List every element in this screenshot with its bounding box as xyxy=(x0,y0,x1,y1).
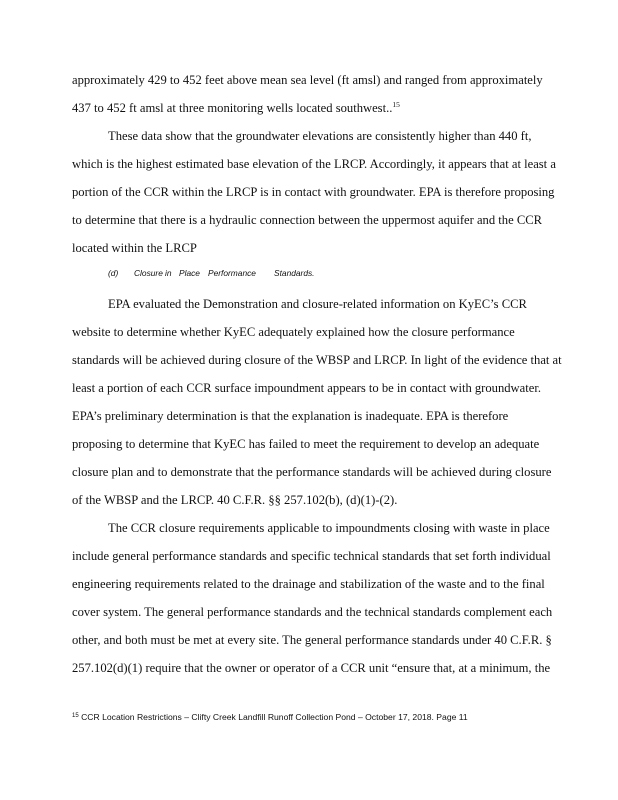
footnote-ref[interactable]: 15 xyxy=(392,100,400,109)
body-line: to determine that there is a hydraulic connection between the uppermost aquifer and the CCR xyxy=(72,213,543,227)
text-run: 437 to 452 ft amsl at three monitoring wells located southwest.. xyxy=(72,101,393,115)
paragraph-first-line: EPA evaluated the Demonstration and closure-related information on KyEC’s CCR xyxy=(108,297,527,311)
body-line: other, and both must be met at every site. The general performance standards under 40 C.F.R. § xyxy=(72,633,552,647)
subheading-word: Closure xyxy=(134,268,163,278)
body-line: which is the highest estimated base elevation of the LRCP. Accordingly, it appears that at least a xyxy=(72,157,556,171)
body-line: closure plan and to demonstrate that the performance standards will be achieved during closure xyxy=(72,465,552,479)
subheading-word: in xyxy=(165,268,172,278)
footnote-marker: 15 xyxy=(72,713,79,719)
body-line xyxy=(72,72,543,88)
body-line: proposing to determine that KyEC has failed to meet the requirement to develop an adequate xyxy=(72,437,540,451)
paragraph-first-line: The CCR closure requirements applicable to impoundments closing with waste in place xyxy=(108,521,550,535)
paragraph-first-line: These data show that the groundwater elevations are consistently higher than 440 ft, xyxy=(108,129,532,143)
text-run: approximately 429 to 452 feet above mean sea level (ft amsl) and ranged from approximately xyxy=(72,73,543,87)
body-line: website to determine whether KyEC adequately explained how the closure performance xyxy=(72,325,515,339)
body-line xyxy=(72,100,400,116)
body-line: portion of the CCR within the LRCP is in contact with groundwater. EPA is therefore proposing xyxy=(72,185,555,199)
body-line: least a portion of each CCR surface impoundment appears to be in contact with groundwater. xyxy=(72,381,541,395)
body-line: 257.102(d)(1) require that the owner or operator of a CCR unit “ensure that, at a minimum, the xyxy=(72,661,551,675)
section-subheading xyxy=(108,268,315,278)
footnote-text: CCR Location Restrictions – Clifty Creek Landfill Runoff Collection Pond – October 17, 2018. Page 11 xyxy=(81,712,468,722)
body-line: standards will be achieved during closure of the WBSP and LRCP. In light of the evidence that at xyxy=(72,353,562,367)
body-line: located within the LRCP xyxy=(72,241,197,255)
body-line: EPA’s preliminary determination is that the explanation is inadequate. EPA is therefore xyxy=(72,409,509,423)
subheading-label: (d) xyxy=(108,268,119,278)
body-line: include general performance standards and specific technical standards that set forth individual xyxy=(72,549,551,563)
body-line: cover system. The general performance standards and the technical standards complement each xyxy=(72,605,553,619)
subheading-word: Place xyxy=(179,268,200,278)
subheading-word: Standards. xyxy=(274,268,315,278)
body-line: of the WBSP and the LRCP. 40 C.F.R. §§ 257.102(b), (d)(1)-(2). xyxy=(72,493,398,507)
body-line: engineering requirements related to the drainage and stabilization of the waste and to the final xyxy=(72,577,545,591)
footnote xyxy=(72,712,468,722)
subheading-word: Performance xyxy=(208,268,256,278)
